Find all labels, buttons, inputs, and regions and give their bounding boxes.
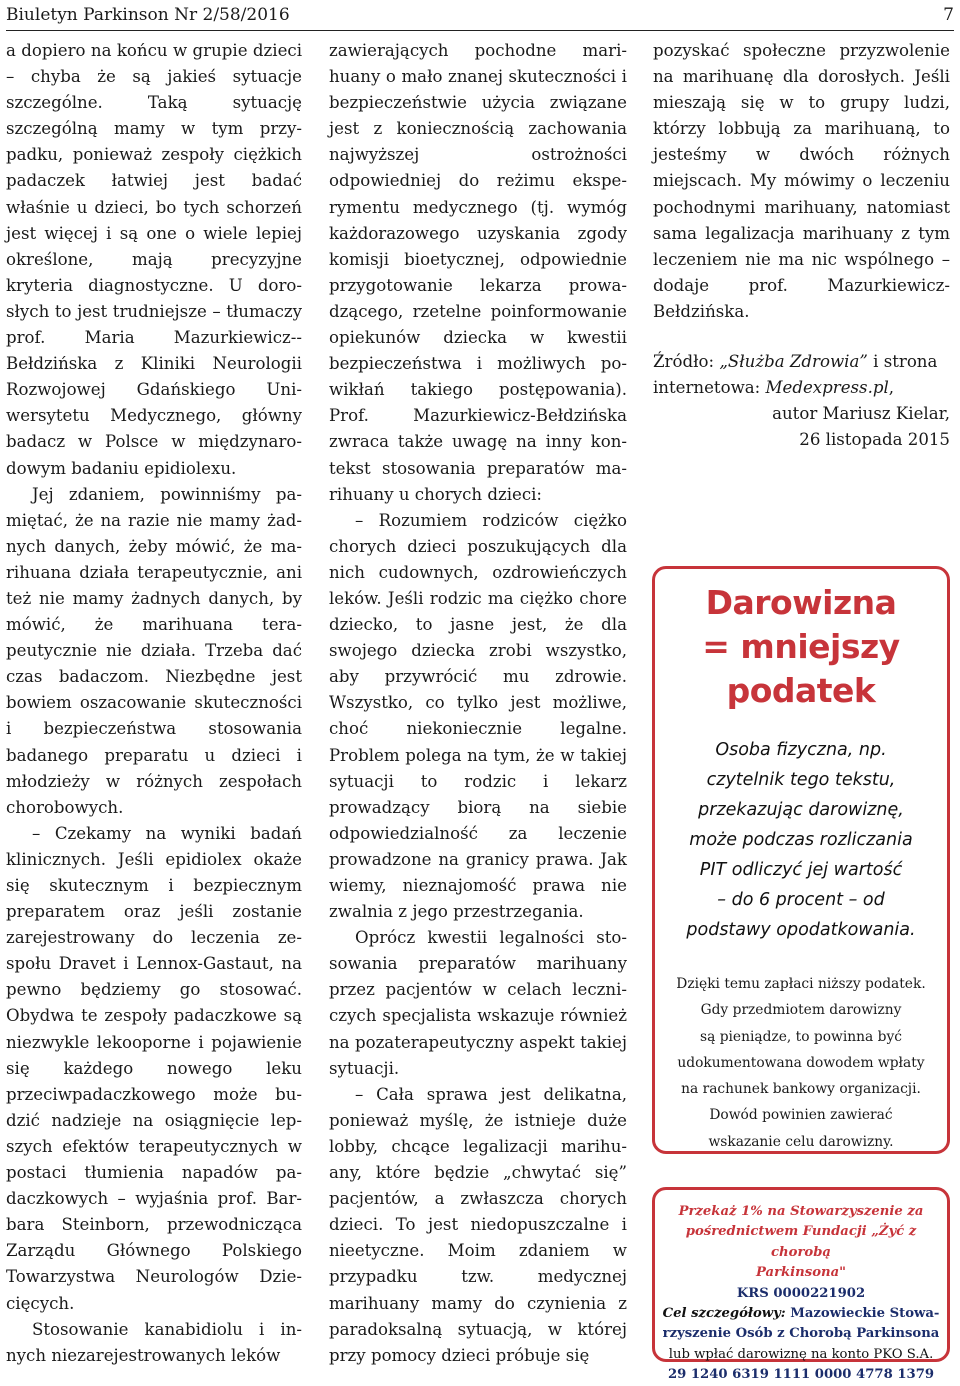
page-header <box>6 0 954 31</box>
krs-number: KRS 0000221902 <box>736 1285 866 1301</box>
paragraph: pozyskać społeczne przyzwolenie na marihuanę dla dorosłych. Jeśli mieszają się w to grupy ludzi, którzy lobbują za marihuaną, to jesteśmy w dwóch różnych miejscach. My mówimy o leczeniu pochodnymi marihuany, natomiast sama legalizacja marihuany z tym leczeniem nie ma nic wspólnego – dodaje prof. Mazurkiewicz-Bełdzińska. <box>653 41 950 321</box>
kps-line: Parkinsona" <box>755 1265 846 1281</box>
donation-details <box>655 971 947 1155</box>
paragraph: Stosowanie kanabidiolu i innych niezarejestrowanych leków <box>6 1319 302 1365</box>
donation-script-text <box>655 735 947 945</box>
detail-line: wskazanie celu darowizny. <box>708 1133 894 1150</box>
script-line: może podczas rozliczania <box>689 830 913 850</box>
detail-line: Dowód powinien zawierać <box>709 1107 893 1124</box>
paragraph: zawierających pochodne marihuany o mało znanej skuteczności i bezpieczeństwie użycia związane jest z koniecznością zachowania najwyższej ostrożności odpowiedniej do reżimu eksperymentu medycznego (tj. wymóg każdorazowego uzyskania zgody komisji bioetycznej, odpowiednie przygotowanie lekarza prowadzącego, rzetelne poinformowanie opiekunów dziecka w kwestii bezpieczeństwa i możliwych powikłań takiego postępowania). Prof. Mazurkiewicz-Bełdzińska zwraca także uwagę na inny kontekst stosowania preparatów marihuany u chorych dzieci: <box>329 41 627 504</box>
script-line: – do 6 procent – od <box>717 890 885 910</box>
headline-line: = mniejszy <box>702 627 900 666</box>
source-comma: , <box>888 378 895 398</box>
goal-text: Mazowieckie Stowarzyszenie Osób z Chorobą Parkinsona <box>662 1306 940 1342</box>
article-column-2 <box>329 38 627 1369</box>
source-note <box>653 349 950 453</box>
donation-box <box>652 566 950 1154</box>
script-line: czytelnik tego tekstu, <box>706 770 896 790</box>
script-line: PIT odliczyć jej wartość <box>699 860 903 880</box>
detail-line: Dzięki temu zapłaci niższy podatek. <box>676 976 926 992</box>
detail-line: udokumentowana dowodem wpłaty <box>677 1054 925 1071</box>
source-site: Medexpress.pl <box>765 378 889 398</box>
paragraph: a dopiero na końcu w grupie dzieci – chyba że są jakieś sytuacje szczególne. Taką sytuację szczególną mamy w tym przypadku, ponieważ zespoły ciężkich padaczek łatwiej jest badać właśnie u dzieci, bo tych schorzeń jest więcej i są one o wiele lepiej określone, mają precyzyjne kryteria diagnostyczne. U dorosłych to jest trudniejsze – tłumaczy prof. Maria Mazurkiewicz-Bełdzińska z Kliniki Neurologii Rozwojowej Gdańskiego Uniwersytetu Medycznego, główny badacz w Polsce w międzynarodowym badaniu epidiolexu. <box>6 41 302 478</box>
source-prefix: Źródło: <box>653 352 720 372</box>
kps-line: Przekaż 1% na Stowarzyszenie za <box>678 1204 924 1219</box>
paragraph: Jej zdaniem, powinniśmy pamiętać, że na razie nie mamy żadnych danych, żeby mówić, że marihuana działa terapeutycznie, ani też nie mamy żadnych danych, by mówić, że marihuana terapeutycznie nie działa. Trzeba dać czas badaczom. Niezbędne jest bowiem oszacowanie skuteczności i bezpieczeństwa stosowania badanego preparatu u dzieci i młodzieży w różnych zespołach chorobowych. <box>6 484 302 817</box>
bulletin-title: Biuletyn Parkinson Nr 2/58/2016 <box>6 5 290 25</box>
article-column-1 <box>6 38 302 1369</box>
script-line: Osoba fizyczna, np. <box>715 740 887 760</box>
detail-line: Gdy przedmiotem darowizny <box>700 1002 902 1019</box>
headline-line: podatek <box>726 671 876 710</box>
detail-line: na rachunek bankowy organizacji. <box>681 1081 921 1098</box>
donation-headline <box>655 581 947 713</box>
headline-line: Darowizna <box>705 583 897 622</box>
detail-line: są pieniądze, to powinna być <box>700 1028 902 1045</box>
paragraph: – Rozumiem rodziców ciężko chorych dzieci poszukujących dla nich cudownych, ozdrowieńczych leków. Jeśli rodzic ma ciężko chore dziecko, to jasne jest, że dla swojego dziecka zrobi wszystko, aby przywrócić mu zdrowie. Wszystko, co tylko jest możliwe, choć niekoniecznie legalne. Problem polega na tym, że w takiej sytuacji to rodzic i lekarz prowadzący biorą na siebie odpowiedzialność za leczenie prowadzone na granicy prawa. Jak wiemy, nieznajomość prawa nie zwalnia z jego przestrzegania. <box>329 510 627 922</box>
pko-line: lub wpłać darowiznę na konto PKO S.A. <box>668 1346 934 1362</box>
paragraph: – Czekamy na wyniki badań klinicznych. Jeśli epidiolex okaże się skutecznym i bezpiecznym preparatem oraz jeśli zostanie zarejestrowany do leczenia zespołu Dravet i Lennox-Gastaut, na pewno będziemy go stosować. Obydwa te zespoły padaczkowe są niezwykle lekooporne i pojawienie się każdego nowego leku przeciwpadaczkowego może budzić nadzieje na osiągnięcie lepszych efektów terapeutycznych w postaci tłumienia napadów padaczkowych – wyjaśnia prof. Barbara Steinborn, przewodnicząca Zarządu Głównego Polskiego Towarzystwa Neurologów Dziecięcych. <box>6 823 302 1313</box>
source-mid: i strona internetowa: <box>653 352 938 398</box>
source-name: „Służba Zdrowia” <box>719 352 868 372</box>
script-line: przekazując darowiznę, <box>698 800 904 820</box>
goal-label: Cel szczegółowy: <box>662 1306 786 1322</box>
one-percent-box <box>652 1187 950 1383</box>
paragraph: – Cała sprawa jest delikatna, ponieważ myślę, że istnieje duże lobby, chcące legalizacji marihuany, które będzie „chwytać się” pacjentów, a zwłaszcza chorych dzieci. To jest niedopuszczalne i nieetyczne. Moim zdaniem w przypadku tzw. medycznej marihuany mamy do czynienia z paradoksalną sytuacją, w której przy pomocy dzieci próbuje się <box>329 1084 627 1365</box>
article-column-3 <box>653 38 950 453</box>
kps-line: pośrednictwem Fundacji „Żyć z chorobą <box>685 1224 917 1260</box>
paragraph: Oprócz kwestii legalności stosowania preparatów marihuany przez pacjentów w celach leczniczych specjalista wskazuje również na pozaterapeutyczny aspekt takiej sytuacji. <box>329 928 627 1078</box>
page-number: 7 <box>943 5 954 25</box>
author: autor Mariusz Kielar, <box>772 404 950 424</box>
script-line: podstawy opodatkowania. <box>686 920 916 940</box>
account-number: 29 1240 6319 1111 0000 4778 1379 <box>667 1367 935 1383</box>
date: 26 listopada 2015 <box>799 430 950 450</box>
